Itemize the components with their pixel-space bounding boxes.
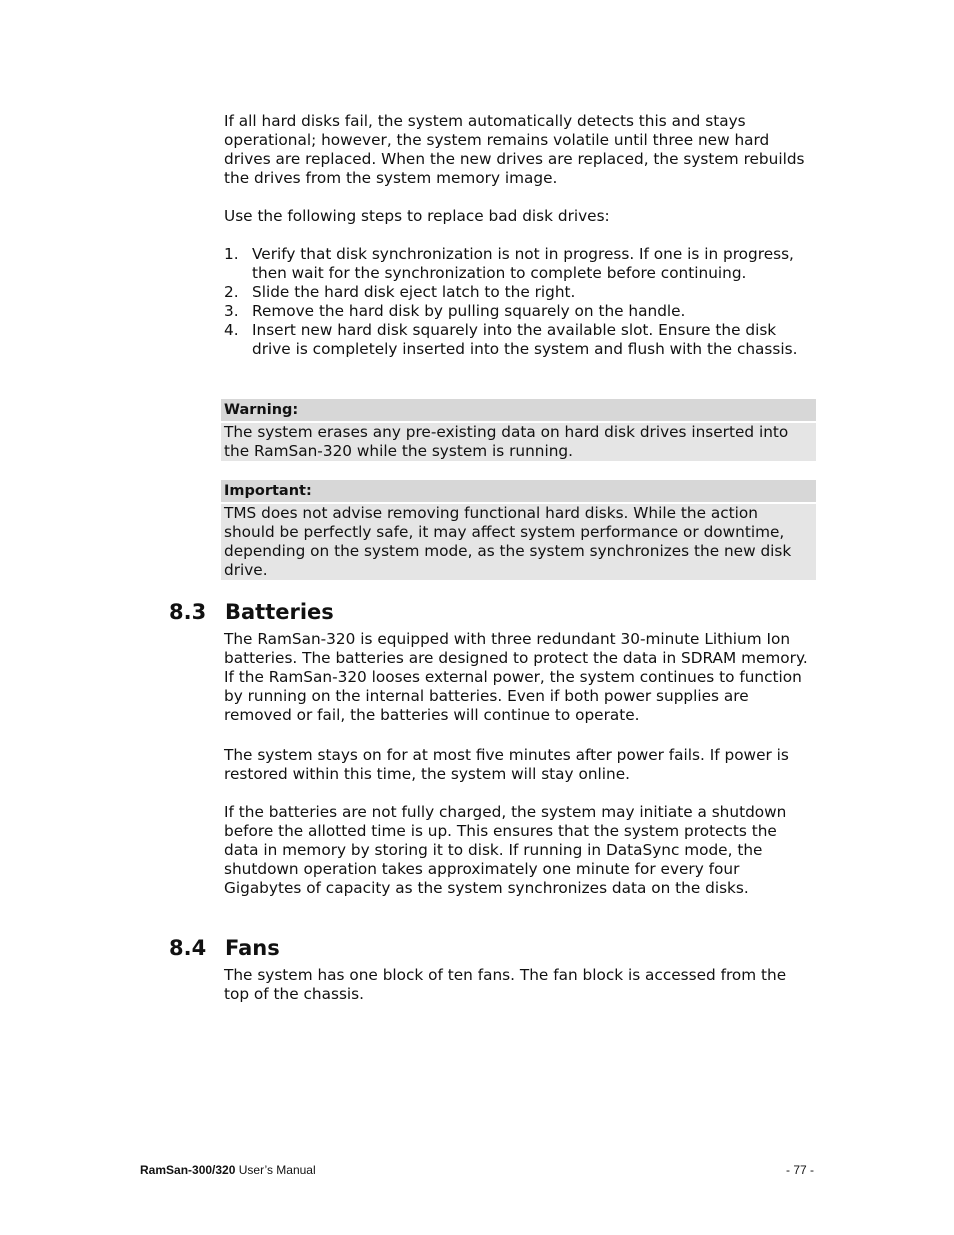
important-label: Important: <box>221 480 816 502</box>
important-box <box>221 480 816 580</box>
list-text: Slide the hard disk eject latch to the right. <box>252 283 576 301</box>
batteries-paragraph-1: The RamSan-320 is equipped with three redundant 30-minute Lithium Ion batteries. The batteries are designed to protect the data in SDRAM memory. If the RamSan-320 looses external power, the system continues to function by running on the internal batteries. Even if both power supplies are removed or fail, the batteries will continue to operate. <box>224 630 808 724</box>
list-item <box>224 245 816 283</box>
list-text: Insert new hard disk squarely into the available slot. Ensure the disk drive is completely inserted into the system and flush with the chassis. <box>252 321 798 358</box>
warning-label: Warning: <box>221 399 816 421</box>
footer-doc-title: User’s Manual <box>235 1163 316 1177</box>
section-title: Batteries <box>225 600 334 624</box>
section-number: 8.3 <box>169 600 207 624</box>
list-number: 2. <box>224 283 239 301</box>
list-item <box>224 283 816 302</box>
list-number: 4. <box>224 321 239 339</box>
intro-paragraph: If all hard disks fail, the system automatically detects this and stays operational; however, the system remains volatile until three new hard drives are replaced. When the new drives are replaced, the system rebuilds the drives from the system memory image. <box>224 112 805 187</box>
fans-paragraph-1: The system has one block of ten fans. The fan block is accessed from the top of the chassis. <box>224 966 787 1003</box>
list-text: Remove the hard disk by pulling squarely on the handle. <box>252 302 686 320</box>
steps-list <box>224 245 816 359</box>
page-number: - 77 - <box>785 1163 814 1177</box>
footer-title <box>140 1162 316 1178</box>
section-number: 8.4 <box>169 936 207 960</box>
batteries-paragraph-2: The system stays on for at most five minutes after power fails. If power is restored within this time, the system will stay online. <box>224 746 789 783</box>
important-text: TMS does not advise removing functional hard disks. While the action should be perfectly safe, it may affect system performance or downtime, depending on the system mode, as the system synchronizes the new disk drive. <box>221 504 816 580</box>
list-item <box>224 302 816 321</box>
list-number: 1. <box>224 245 239 263</box>
section-title: Fans <box>225 936 280 960</box>
section-heading-batteries <box>169 599 334 625</box>
list-number: 3. <box>224 302 239 320</box>
list-item <box>224 321 816 359</box>
footer-product: RamSan-300/320 <box>140 1163 236 1177</box>
warning-box <box>221 399 816 461</box>
warning-text: The system erases any pre-existing data on hard disk drives inserted into the RamSan-320 while the system is running. <box>221 423 816 461</box>
batteries-paragraph-3: If the batteries are not fully charged, the system may initiate a shutdown before the allotted time is up. This ensures that the system protects the data in memory by storing it to disk. If running in DataSync mode, the shutdown operation takes approximately one minute for every four Gigabytes of capacity as the system synchronizes data on the disks. <box>224 803 787 897</box>
section-heading-fans <box>169 935 280 961</box>
steps-intro: Use the following steps to replace bad disk drives: <box>224 207 610 225</box>
list-text: Verify that disk synchronization is not in progress. If one is in progress, then wait for the synchronization to complete before continuing. <box>252 245 794 282</box>
